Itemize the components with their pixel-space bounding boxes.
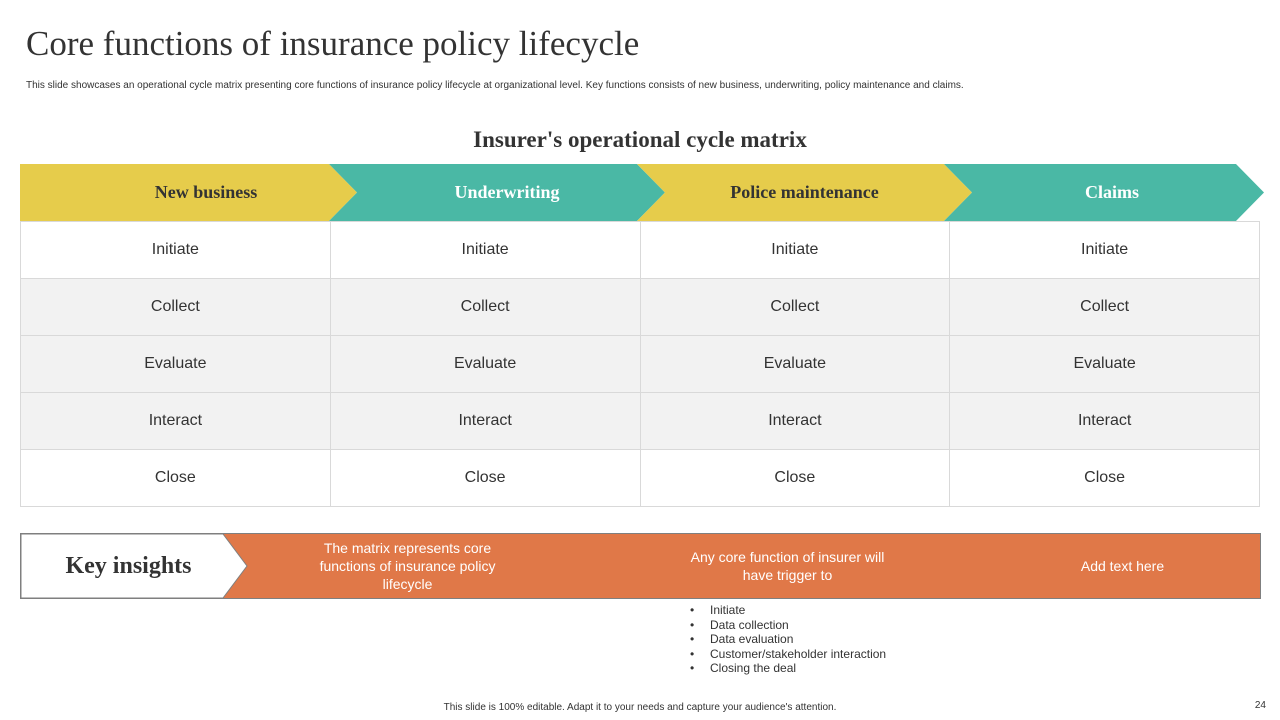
slide-title: Core functions of insurance policy lifecycle — [26, 24, 640, 63]
stage-label-claims: Claims — [1085, 182, 1139, 202]
list-item-text: Initiate — [710, 603, 746, 617]
table-cell: Close — [950, 450, 1260, 507]
slide-footer: This slide is 100% editable. Adapt it to your needs and capture your audience's attention. — [443, 702, 837, 713]
list-item: • Data evaluation — [690, 632, 794, 646]
table-cell: Initiate — [950, 222, 1260, 279]
table-cell: Collect — [950, 279, 1260, 336]
table-cell: Interact — [21, 393, 331, 450]
stage-label-police-maintenance: Police maintenance — [730, 182, 879, 202]
list-item-text: Data evaluation — [710, 632, 794, 646]
table-row — [21, 336, 1260, 393]
table-cell: Interact — [640, 393, 950, 450]
table-cell: Interact — [330, 393, 640, 450]
stage-label-new-business: New business — [154, 182, 258, 202]
operational-cycle-matrix — [20, 221, 1260, 507]
table-row — [21, 222, 1260, 279]
list-item: • Closing the deal — [690, 661, 797, 675]
list-item-text: Data collection — [710, 617, 789, 632]
table-cell: Initiate — [330, 222, 640, 279]
slide-subtitle: This slide showcases an operational cycle matrix presenting core functions of insurance policy lifecycle at organizational level. Key functions consists of new business, underwriting, policy maintenance and claims. — [26, 80, 964, 91]
table-cell: Initiate — [21, 222, 331, 279]
insight-item: Any core function of insurer will have trigger to — [690, 549, 885, 583]
key-insights-label: Key insights — [65, 553, 192, 579]
table-cell: Collect — [330, 279, 640, 336]
stage-label-underwriting: Underwriting — [454, 182, 560, 202]
table-cell: Collect — [21, 279, 331, 336]
table-cell: Interact — [950, 393, 1260, 450]
table-cell: Evaluate — [330, 336, 640, 393]
table-cell: Close — [330, 450, 640, 507]
table-cell: Initiate — [640, 222, 950, 279]
table-cell: Collect — [640, 279, 950, 336]
list-item: • Customer/stakeholder interaction — [690, 646, 887, 661]
table-row — [21, 279, 1260, 336]
table-cell: Evaluate — [21, 336, 331, 393]
table-cell: Close — [640, 450, 950, 507]
trigger-list — [690, 603, 886, 676]
list-item: • Data collection — [690, 617, 789, 632]
page-number: 24 — [1254, 700, 1266, 711]
insight-item: Add text here — [1080, 558, 1165, 574]
table-cell: Evaluate — [950, 336, 1260, 393]
table-cell: Evaluate — [640, 336, 950, 393]
table-cell: Close — [21, 450, 331, 507]
list-item-text: Customer/stakeholder interaction — [710, 646, 887, 661]
list-item: • Initiate — [690, 603, 746, 617]
matrix-title: Insurer's operational cycle matrix — [473, 127, 807, 152]
table-row — [21, 393, 1260, 450]
insight-item: The matrix represents core functions of insurance policy lifecycle — [319, 540, 496, 592]
list-item-text: Closing the deal — [710, 661, 797, 675]
table-row — [21, 450, 1260, 507]
